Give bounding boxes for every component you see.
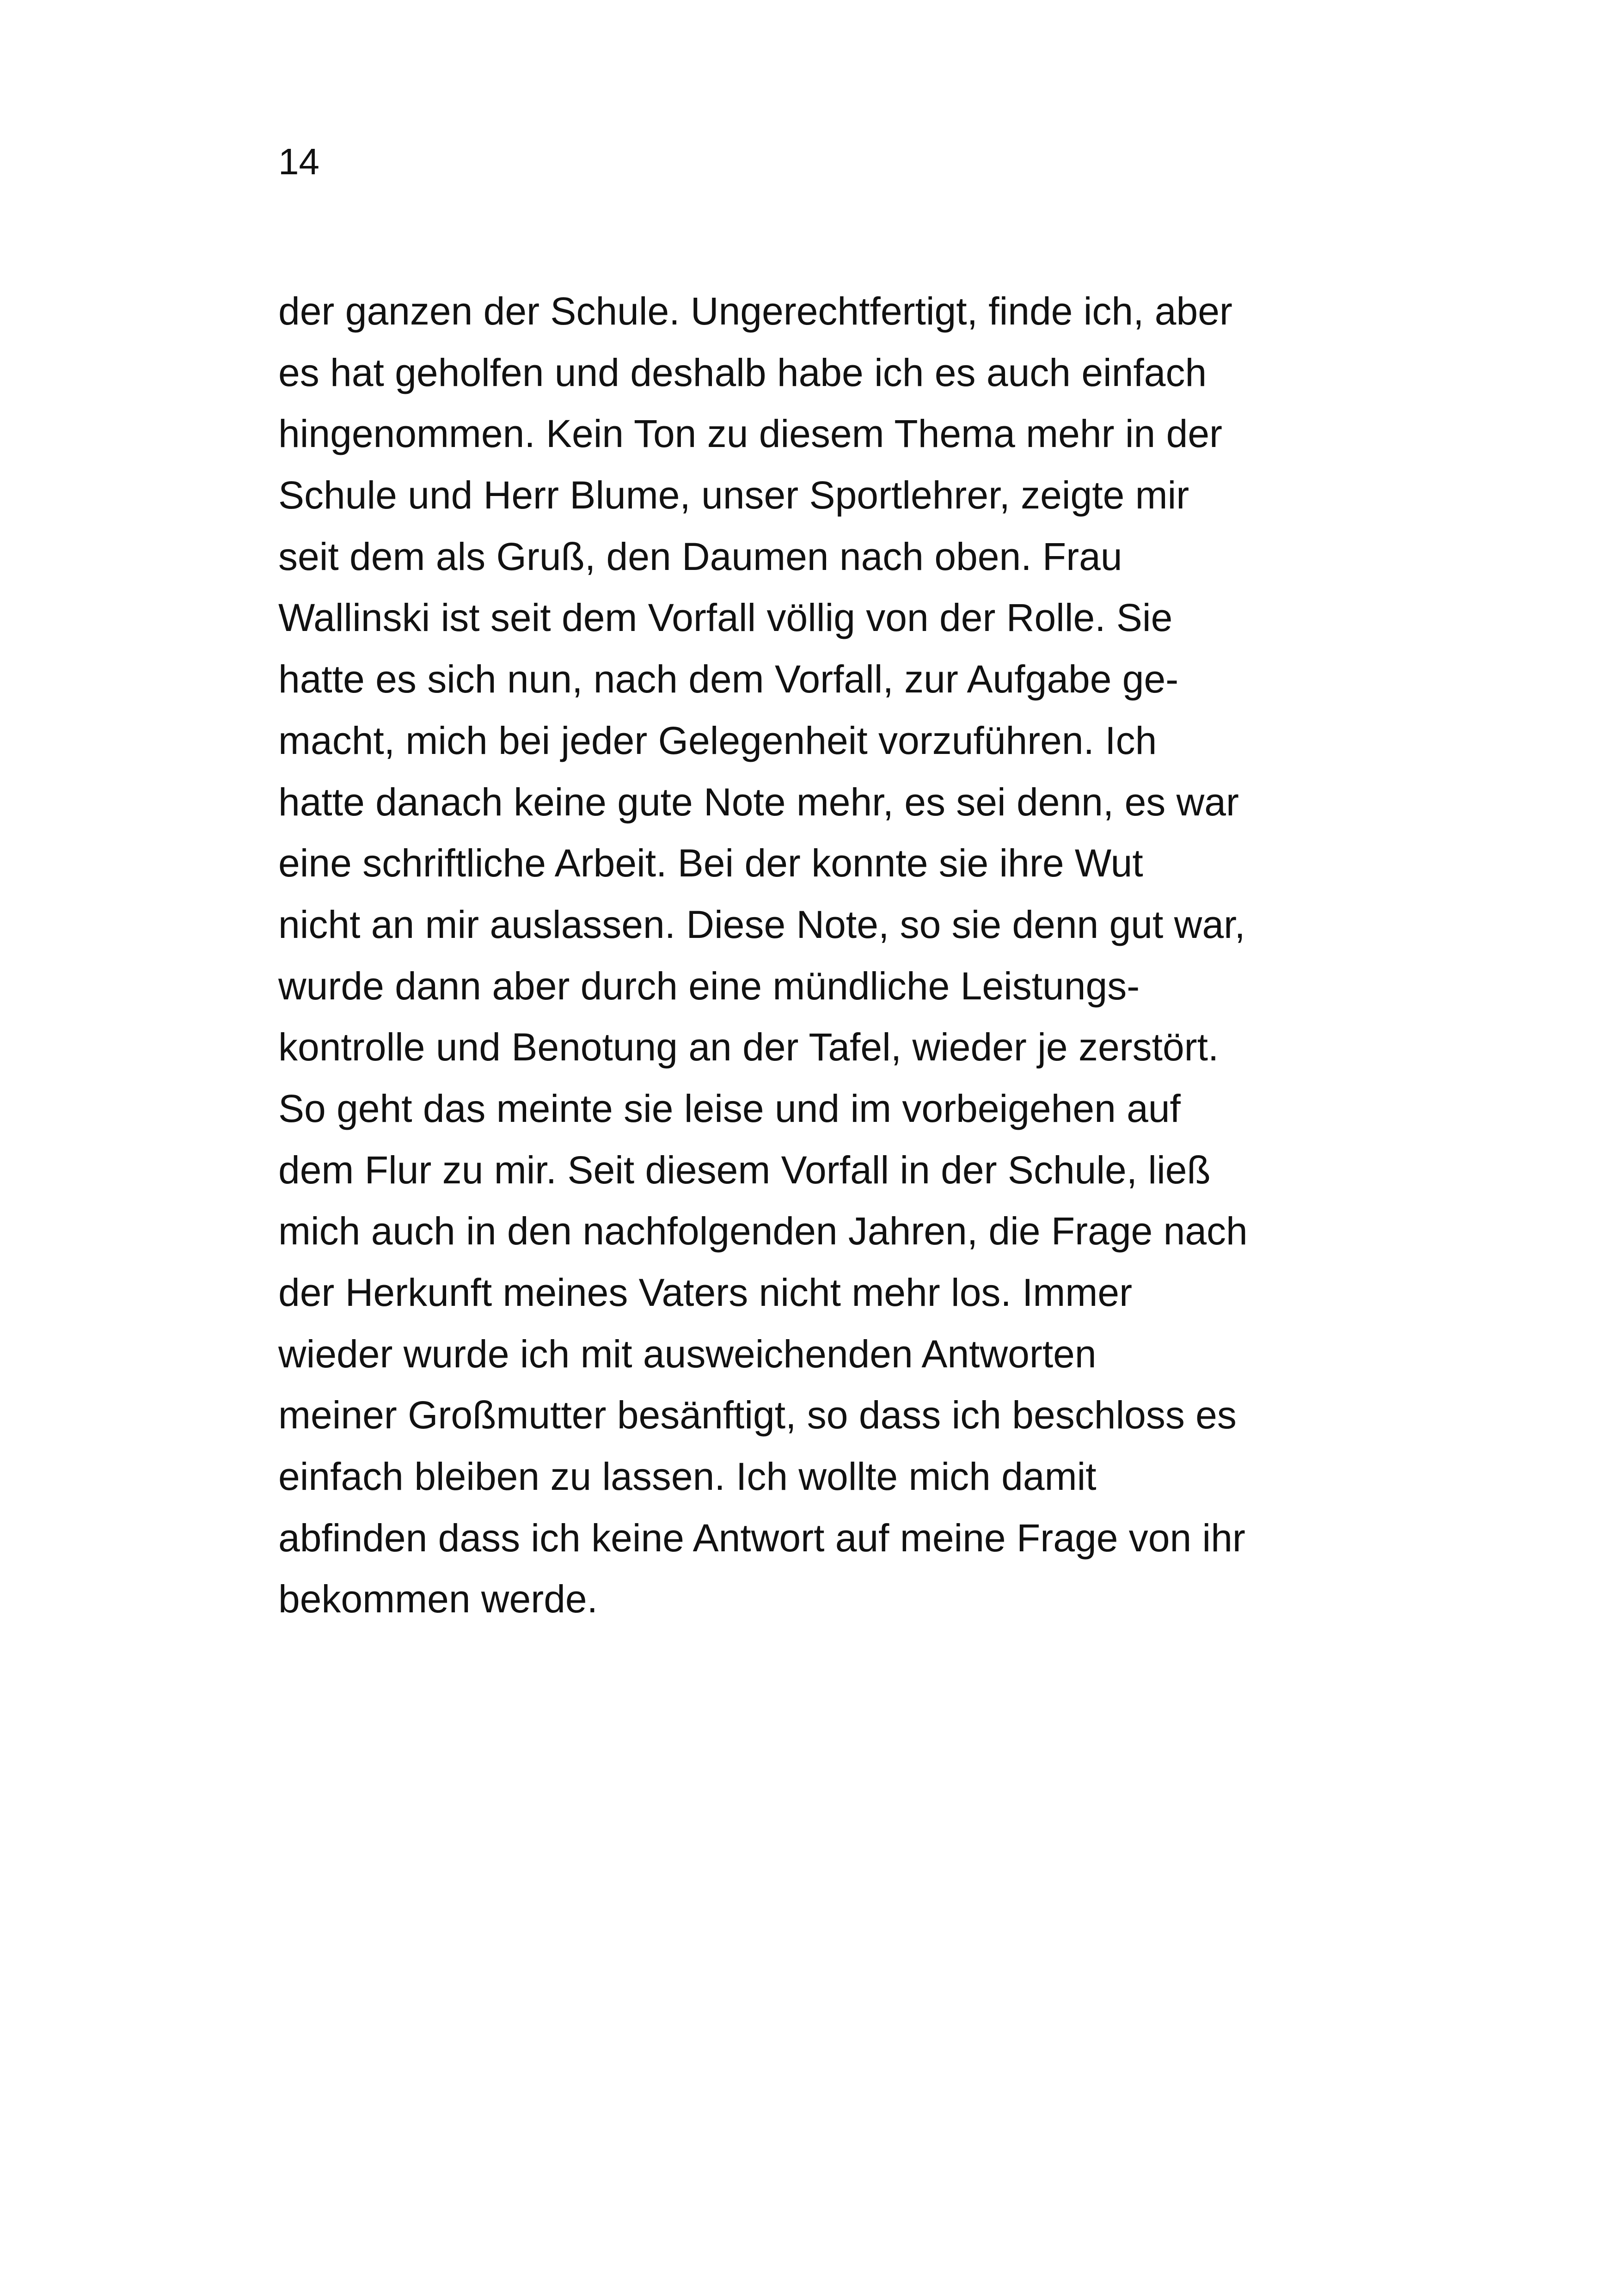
text-line: dem Flur zu mir. Seit diesem Vorfall in der Schule, ließ: [278, 1148, 1211, 1192]
text-line: es hat geholfen und deshalb habe ich es auch einfach: [278, 350, 1207, 394]
page-number: 14: [278, 141, 319, 182]
text-line: nicht an mir auslassen. Diese Note, so sie denn gut war,: [278, 902, 1245, 946]
text-line: eine schriftliche Arbeit. Bei der konnte sie ihre Wut: [278, 841, 1143, 885]
text-line: hatte es sich nun, nach dem Vorfall, zur Aufgabe ge-: [278, 657, 1179, 701]
text-line: Wallinski ist seit dem Vorfall völlig von der Rolle. Sie: [278, 596, 1173, 640]
text-line: meiner Großmutter besänftigt, so dass ich beschloss es: [278, 1393, 1237, 1437]
text-line: der ganzen der Schule. Ungerechtfertigt, finde ich, aber: [278, 289, 1232, 333]
text-line: kontrolle und Benotung an der Tafel, wieder je zerstört.: [278, 1025, 1219, 1069]
text-line: seit dem als Gruß, den Daumen nach oben. Frau: [278, 534, 1122, 578]
text-line: hatte danach keine gute Note mehr, es sei denn, es war: [278, 780, 1239, 824]
text-line: macht, mich bei jeder Gelegenheit vorzuführen. Ich: [278, 718, 1157, 762]
text-line: wurde dann aber durch eine mündliche Leistungs-: [278, 964, 1140, 1008]
text-line: So geht das meinte sie leise und im vorbeigehen auf: [278, 1086, 1181, 1130]
text-line: hingenommen. Kein Ton zu diesem Thema mehr in der: [278, 412, 1223, 456]
text-line: abfinden dass ich keine Antwort auf meine Frage von ihr: [278, 1516, 1245, 1560]
text-line: einfach bleiben zu lassen. Ich wollte mich damit: [278, 1455, 1097, 1499]
text-line: der Herkunft meines Vaters nicht mehr los. Immer: [278, 1271, 1133, 1314]
text-line: bekommen werde.: [278, 1577, 598, 1621]
text-line: Schule und Herr Blume, unser Sportlehrer, zeigte mir: [278, 473, 1189, 517]
text-line: mich auch in den nachfolgenden Jahren, die Frage nach: [278, 1209, 1248, 1253]
body-text: [278, 281, 1388, 1630]
text-line: wieder wurde ich mit ausweichenden Antworten: [278, 1332, 1097, 1376]
